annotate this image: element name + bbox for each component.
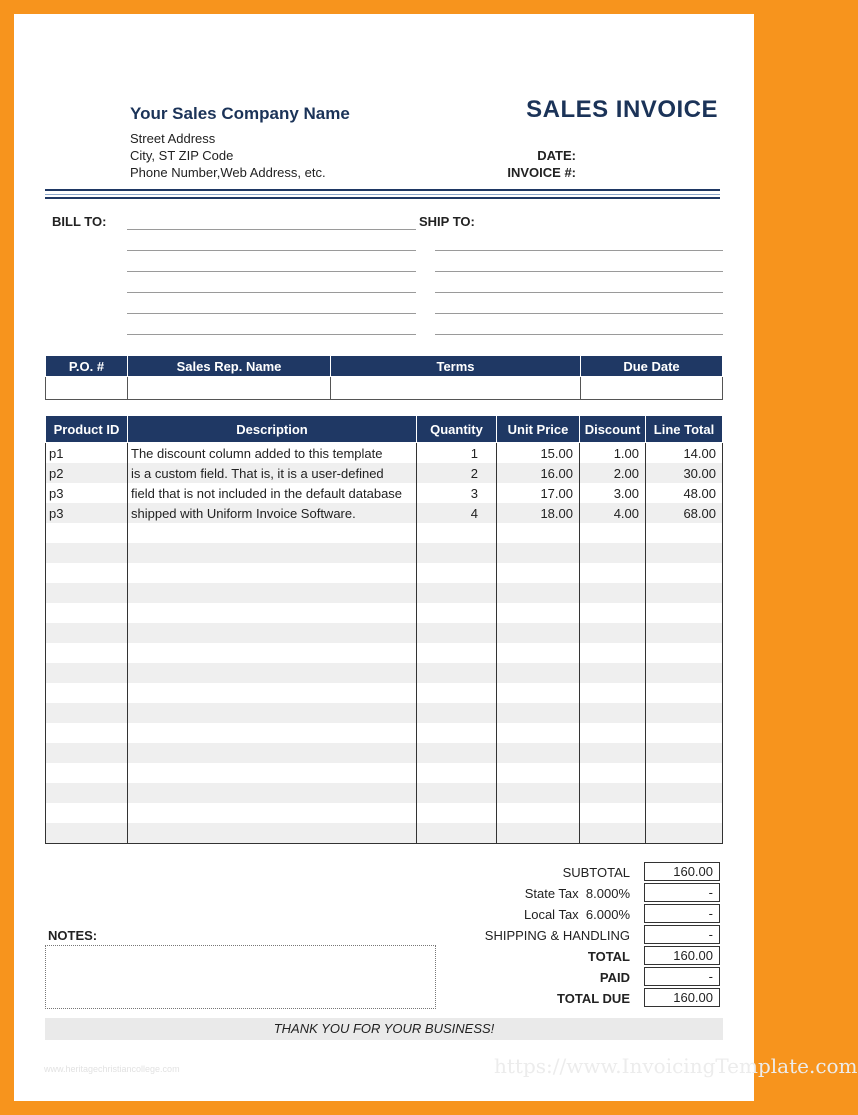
unit-price-header: Unit Price (497, 416, 580, 443)
empty-cell (646, 823, 723, 844)
empty-cell (128, 723, 417, 743)
unit-price-cell: 18.00 (497, 503, 580, 523)
quantity-cell: 3 (417, 483, 497, 503)
empty-cell (580, 683, 646, 703)
table-row[interactable] (46, 583, 723, 603)
product-id-cell: p1 (46, 443, 128, 464)
contact-info: Phone Number,Web Address, etc. (130, 165, 326, 180)
company-name: Your Sales Company Name (130, 104, 350, 123)
empty-cell (128, 823, 417, 844)
empty-cell (46, 563, 128, 583)
empty-cell (646, 623, 723, 643)
empty-cell (46, 523, 128, 543)
empty-cell (497, 803, 580, 823)
empty-cell (46, 823, 128, 844)
empty-cell (128, 523, 417, 543)
product-id-header: Product ID (46, 416, 128, 443)
empty-cell (46, 663, 128, 683)
notes-box[interactable] (45, 945, 436, 1009)
empty-cell (580, 623, 646, 643)
table-row[interactable] (46, 543, 723, 563)
header-rule-bottom (45, 197, 720, 199)
total-due-label: TOTAL DUE (557, 991, 630, 1006)
empty-cell (580, 763, 646, 783)
empty-cell (580, 583, 646, 603)
empty-cell (417, 643, 497, 663)
table-row[interactable] (46, 823, 723, 844)
empty-cell (417, 743, 497, 763)
empty-cell (646, 543, 723, 563)
empty-cell (417, 823, 497, 844)
description-header: Description (128, 416, 417, 443)
empty-cell (580, 603, 646, 623)
empty-cell (128, 803, 417, 823)
invoice-title: SALES INVOICE (526, 96, 718, 123)
empty-cell (646, 763, 723, 783)
empty-cell (417, 683, 497, 703)
unit-price-cell: 17.00 (497, 483, 580, 503)
order-info-table (45, 355, 723, 400)
empty-cell (128, 603, 417, 623)
empty-cell (646, 603, 723, 623)
unit-price-cell: 15.00 (497, 443, 580, 464)
watermark-large: https://www.InvoicingTemplate.com (494, 1054, 858, 1078)
due-date-header: Due Date (581, 356, 723, 377)
empty-cell (417, 803, 497, 823)
description-cell: field that is not included in the default database (128, 483, 417, 503)
empty-cell (417, 703, 497, 723)
total-due-value: 160.00 (644, 988, 720, 1007)
empty-cell (128, 663, 417, 683)
empty-cell (128, 683, 417, 703)
discount-header: Discount (580, 416, 646, 443)
empty-cell (646, 803, 723, 823)
empty-cell (46, 723, 128, 743)
empty-cell (46, 783, 128, 803)
paid-label: PAID (599, 970, 630, 985)
empty-cell (46, 683, 128, 703)
line-total-cell: 48.00 (646, 483, 723, 503)
line-total-cell: 30.00 (646, 463, 723, 483)
empty-cell (46, 743, 128, 763)
table-row[interactable] (46, 563, 723, 583)
table-row[interactable] (46, 603, 723, 623)
bill-to-line[interactable] (127, 334, 416, 335)
discount-cell: 3.00 (580, 483, 646, 503)
state-tax-name: State Tax (524, 886, 579, 901)
table-row[interactable] (46, 803, 723, 823)
empty-cell (46, 583, 128, 603)
table-row[interactable] (46, 663, 723, 683)
empty-cell (497, 703, 580, 723)
invoice-page (14, 14, 858, 1101)
table-row[interactable] (46, 483, 723, 503)
empty-cell (580, 523, 646, 543)
discount-cell: 2.00 (580, 463, 646, 483)
invoice-number-label: INVOICE #: (507, 165, 576, 180)
city-state-zip: City, ST ZIP Code (130, 148, 234, 163)
empty-cell (417, 543, 497, 563)
empty-cell (580, 663, 646, 683)
local-tax-name: Local Tax (523, 907, 579, 922)
ship-to-line[interactable] (435, 271, 723, 272)
po-number-header: P.O. # (46, 356, 128, 377)
empty-cell (128, 763, 417, 783)
terms-cell[interactable] (331, 377, 581, 400)
street-address: Street Address (130, 131, 216, 146)
empty-cell (646, 663, 723, 683)
empty-cell (580, 563, 646, 583)
sales-rep-header: Sales Rep. Name (128, 356, 331, 377)
empty-cell (128, 783, 417, 803)
discount-cell: 4.00 (580, 503, 646, 523)
empty-cell (417, 663, 497, 683)
empty-cell (417, 783, 497, 803)
bill-to-line[interactable] (127, 250, 416, 251)
line-total-header: Line Total (646, 416, 723, 443)
empty-cell (417, 583, 497, 603)
empty-cell (128, 623, 417, 643)
product-id-cell: p3 (46, 483, 128, 503)
empty-cell (128, 643, 417, 663)
empty-cell (417, 723, 497, 743)
due-date-cell[interactable] (581, 377, 723, 400)
table-row[interactable] (46, 763, 723, 783)
bill-to-line[interactable] (127, 313, 416, 314)
quantity-cell: 4 (417, 503, 497, 523)
empty-cell (580, 543, 646, 563)
empty-cell (497, 643, 580, 663)
table-row[interactable] (46, 683, 723, 703)
ship-to-line[interactable] (435, 313, 723, 314)
subtotal-label: SUBTOTAL (562, 865, 630, 880)
table-row[interactable] (46, 523, 723, 543)
subtotal-value: 160.00 (644, 862, 720, 881)
product-id-cell: p3 (46, 503, 128, 523)
unit-price-cell: 16.00 (497, 463, 580, 483)
empty-cell (646, 563, 723, 583)
table-row[interactable] (46, 703, 723, 723)
bill-to-label: BILL TO: (52, 214, 107, 229)
empty-cell (646, 703, 723, 723)
empty-cell (128, 743, 417, 763)
empty-cell (417, 563, 497, 583)
empty-cell (46, 763, 128, 783)
ship-to-line[interactable] (435, 250, 723, 251)
ship-to-line[interactable] (435, 334, 723, 335)
description-cell: The discount column added to this template (128, 443, 417, 464)
table-row[interactable] (46, 643, 723, 663)
empty-cell (417, 603, 497, 623)
po-number-cell[interactable] (46, 377, 128, 400)
local-tax-value: - (644, 904, 720, 923)
table-row[interactable] (46, 463, 723, 483)
empty-cell (417, 623, 497, 643)
header-rule-mid (45, 194, 720, 195)
empty-cell (646, 783, 723, 803)
empty-cell (580, 643, 646, 663)
notes-label: NOTES: (48, 928, 98, 943)
state-tax-value: - (644, 883, 720, 902)
quantity-cell: 2 (417, 463, 497, 483)
local-tax-label (400, 907, 630, 922)
empty-cell (497, 783, 580, 803)
empty-cell (497, 823, 580, 844)
table-row[interactable] (46, 443, 723, 464)
discount-cell: 1.00 (580, 443, 646, 464)
description-cell: shipped with Uniform Invoice Software. (128, 503, 417, 523)
table-row[interactable] (46, 743, 723, 763)
empty-cell (497, 683, 580, 703)
table-row[interactable] (46, 503, 723, 523)
empty-cell (497, 603, 580, 623)
empty-cell (497, 763, 580, 783)
empty-cell (46, 703, 128, 723)
empty-cell (497, 663, 580, 683)
total-label: TOTAL (587, 949, 630, 964)
empty-cell (580, 783, 646, 803)
quantity-header: Quantity (417, 416, 497, 443)
empty-cell (497, 723, 580, 743)
empty-cell (46, 803, 128, 823)
product-id-cell: p2 (46, 463, 128, 483)
ship-to-label: SHIP TO: (419, 214, 475, 229)
empty-cell (128, 543, 417, 563)
local-tax-rate: 6.000% (585, 907, 630, 922)
empty-cell (580, 703, 646, 723)
empty-cell (497, 583, 580, 603)
empty-cell (128, 563, 417, 583)
terms-header: Terms (331, 356, 581, 377)
line-total-cell: 68.00 (646, 503, 723, 523)
empty-cell (46, 603, 128, 623)
shipping-value: - (644, 925, 720, 944)
empty-cell (497, 743, 580, 763)
empty-cell (46, 643, 128, 663)
shipping-label: SHIPPING & HANDLING (484, 928, 630, 943)
line-items-table (45, 415, 723, 844)
line-total-cell: 14.00 (646, 443, 723, 464)
sales-rep-cell[interactable] (128, 377, 331, 400)
empty-cell (646, 683, 723, 703)
empty-cell (646, 643, 723, 663)
bill-to-line[interactable] (127, 271, 416, 272)
empty-cell (128, 583, 417, 603)
header-rule-top (45, 189, 720, 191)
empty-cell (646, 523, 723, 543)
watermark-small: www.heritagechristiancollege.com (44, 1064, 180, 1074)
empty-cell (646, 583, 723, 603)
empty-cell (46, 623, 128, 643)
empty-cell (580, 743, 646, 763)
thank-you-banner: THANK YOU FOR YOUR BUSINESS! (45, 1018, 723, 1040)
empty-cell (497, 543, 580, 563)
empty-cell (580, 823, 646, 844)
empty-cell (646, 743, 723, 763)
empty-cell (417, 763, 497, 783)
empty-cell (497, 523, 580, 543)
empty-cell (580, 723, 646, 743)
bill-to-line[interactable] (127, 292, 416, 293)
quantity-cell: 1 (417, 443, 497, 464)
empty-cell (497, 563, 580, 583)
state-tax-rate: 8.000% (585, 886, 630, 901)
empty-cell (497, 623, 580, 643)
state-tax-label (400, 886, 630, 901)
bill-to-line[interactable] (127, 229, 416, 230)
description-cell: is a custom field. That is, it is a user-defined (128, 463, 417, 483)
table-row[interactable] (46, 783, 723, 803)
total-value: 160.00 (644, 946, 720, 965)
empty-cell (46, 543, 128, 563)
date-label: DATE: (537, 148, 576, 163)
table-row[interactable] (46, 623, 723, 643)
line-items-body (46, 443, 723, 844)
empty-cell (417, 523, 497, 543)
paid-value: - (644, 967, 720, 986)
empty-cell (580, 803, 646, 823)
empty-cell (646, 723, 723, 743)
empty-cell (128, 703, 417, 723)
ship-to-line[interactable] (435, 292, 723, 293)
table-row[interactable] (46, 723, 723, 743)
